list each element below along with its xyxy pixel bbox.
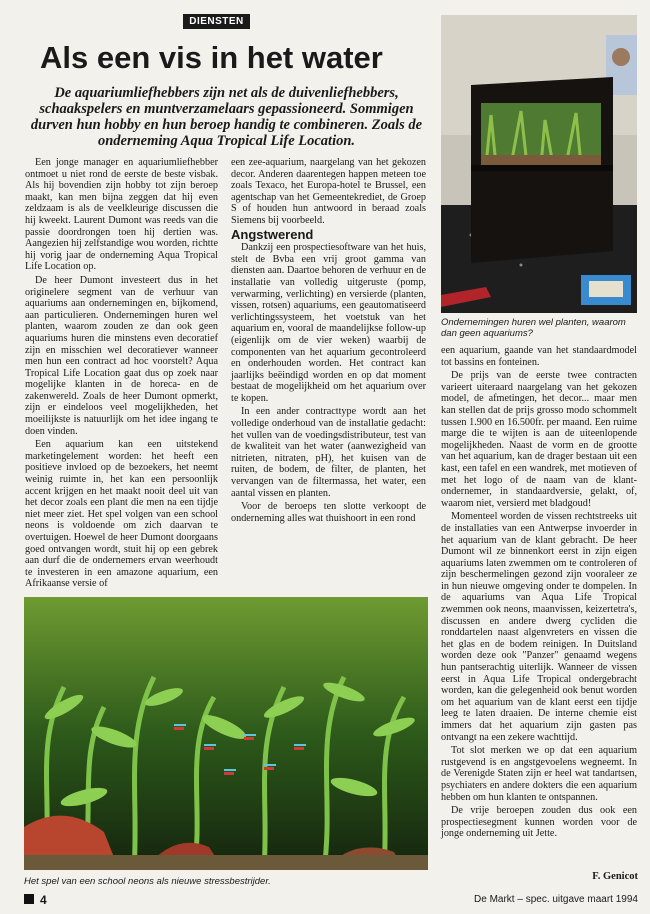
page-marker [24,894,34,904]
headline: Als een vis in het water [40,40,383,75]
paragraph: Een aquarium kan een uitstekend marketingelement worden: het heeft een positieve invloed op de bezoekers, het neemt weinig ruimte in, het kan een persoonlijk accent krijgen en het maakt nooit deel uit van het decor zoals een plant die men na een tijdje niet meer ziet. Het spel volgen van een school neons is voldoende om zich daarvan te overtuigen. Hoewel de heer Dumont doorgaans goed ontvangen wordt, stuit hij op een gebrek aan durf die de ondernemers ervan weerhoudt te investeren in een amazone aquarium, een Afrikaanse versie of [25,439,218,590]
paragraph: In een ander contracttype wordt aan het volledige onderhoud van de installatie gedacht: het vullen van de voedingsdistributeur, test van de kwaliteit van het water (aanwezigheid van nitrieten, nitraten, pH), het kuisen van de ruiten, de bodem, de filter, de planten, het vervangen van de filtermassa, het water, een aantal vissen en planten. [231,406,426,499]
paragraph: Een jonge manager en aquariumliefhebber ontmoet u niet rond de eerste de beste visbak. Als hij bovendien zijn hobby tot zijn beroep maakt, kan men bijna zeggen dat hij even zeldzaam is als de veelkleurige discussen die hij kweekt. Laurent Dumont was reeds van die passie doordrongen toen hij dertien was. Aangezien hij zelfstandige wou worden, richtte hij vorig jaar de onderneming Aqua Tropical Life Location op. [25,157,218,273]
page-number: 4 [40,893,47,907]
section-label: DIENSTEN [183,14,250,29]
paragraph: Voor de beroeps ten slotte verkoopt de onderneming alles wat thuishoort in een rond [231,501,426,524]
footer-source: De Markt – spec. uitgave maart 1994 [474,894,638,905]
photo-top-caption: Ondernemingen huren wel planten, waarom dan geen aquariums? [441,317,626,339]
photo-aquarium-cabinet [441,15,637,313]
byline: F. Genicot [592,871,638,882]
photo-neon-school [24,597,428,870]
column-3 [441,345,637,840]
subhead: Angstwerend [231,226,314,242]
paragraph: De vrije beroepen zouden dus ook een prospectiesegment kunnen worden voor de jonge onderneming uit Jette. [441,805,637,840]
paragraph: Tot slot merken we op dat een aquarium rustgevend is en angstgevoelens wegneemt. In de Verenigde Staten zijn er heel wat tandartsen, psychiaters en andere dokters die een aquarium hebben om hun klanten te ontspannen. [441,745,637,803]
paragraph: Momenteel worden de vissen rechtstreeks uit de installaties van een Antwerpse invoerder in het aquarium van de klant gebracht. De heer Dumont wil ze binnenkort eerst in zijn eigen aquariums laten zwemmen om te controleren of zijn beschermelingen gezond zijn vooraleer ze in hun nieuwe omgeving onder te dompelen. In de aquariums van Aqua Life Tropical zwemmen ook neons, maanvissen, keizertetra's, discussen en andere dwerg cycliden die ronddartelen naast algenvreters en vissen die het glas en de bodem reinigen. In Duitsland worden deze ook "Panzer" genaamd wegens hun pantserachtig uiterlijk. Wanneer de vissen eerst in Aqua Life Tropical ondergebracht worden, kan die gelegenheid ook benut worden om het aquarium van de klant eerst een tijdje leeg te laten draaien. De interne chemie eist immers dat het aquarium zijn gasten pas ontvangt na een zekere wachttijd. [441,511,637,743]
photo-bottom-caption: Het spel van een school neons als nieuwe stressbestrijder. [24,876,271,887]
column-1 [25,157,218,590]
paragraph: een zee-aquarium, naargelang van het gekozen decor. Anderen daarentegen happen meteen toe zoals Texaco, het Europa-hotel te Brussel, een agentschap van het Gemeentekrediet, de Groep S of houden hun antwoord in beraad zoals Siemens bij voorbeeld. [231,157,426,226]
paragraph: De prijs van de eerste twee contracten varieert uiteraard naargelang van het gekozen model, de afmetingen, het decor... maar men kan stellen dat de prijs grosso modo schommelt tussen 1.900 en 16.500fr. per maand. Een ruime marge die te wijten is aan de uiteenlopende mogelijkheden. Naast de vorm en de grootte van het aquarium, kan de drager bestaan uit een kast, een tafel en een wandrek, met motieven of met het logo of de naam van de klant-ondernemer, in standaardversie, gelakt, of, waarom niet, versierd met bladgoud! [441,370,637,509]
aquarium-cabinet-image [441,15,637,313]
intro-lede: De aquariumliefhebbers zijn net als de duivenliefhebbers, schaakspelers en muntverzamelaars gepassioneerd. Sommigen durven hun hobby en hun beroep handig te combineren. Zoals de onderneming Aqua Tropical Life Location. [30,85,423,149]
neon-school-image [24,597,428,870]
column-2 [231,157,426,524]
paragraph: De heer Dumont investeert dus in het originelere segment van de verhuur van aquariums aan ondernemingen en, bijkomend, aan particulieren. Ondernemingen huren wel planten, waarom zouden ze dan ook geen aquariums huren die minstens even decoratief zijn en misschien wel decoratiever wanneer men hun een contract ad hoc voorstelt? Aqua Tropical Life Location gaat dus op zoek naar mogelijke klanten in de horeca- en de zakenwereld. Zoals de heer Dumont opmerkt, zijn er eindeloos veel mogelijkheden, het moeilijkste is natuurlijk om het idee ingang te doen vinden. [25,274,218,437]
paragraph: een aquarium, gaande van het standaardmodel tot bassins en fonteinen. [441,345,637,368]
paragraph: Dankzij een prospectiesoftware van het huis, stelt de Bvba een vrij groot gamma van diensten aan. Daartoe behoren de verhuur en de installatie van volledig uitgeruste (pomp, verwarming, verlichting) en versierde (planten, vissen, rotsen) aquariums, een geautomatiseerd verlichtingssysteem, het voetstuk van het aquarium en, vooral de maandelijkse follow-up (eigenlijk om de vier weken) waarbij de componenten van het aquarium gecontroleerd en onderhouden worden. Het contract kan jaarlijks beëindigd worden en op dat moment bestaat de mogelijkheid om het aquarium over te kopen. [231,242,426,404]
